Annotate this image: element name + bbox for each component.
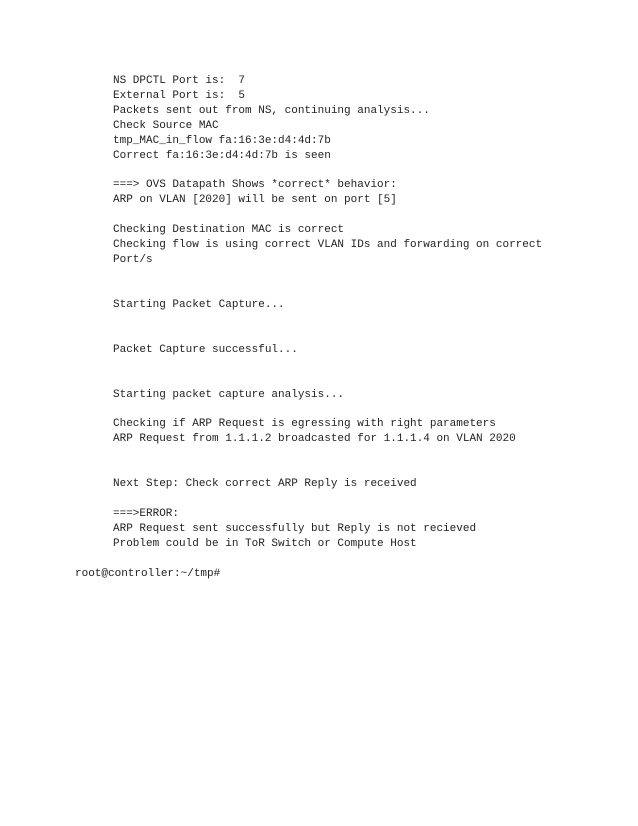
terminal-line: Problem could be in ToR Switch or Compute Host (113, 538, 417, 550)
terminal-line: External Port is: 5 (113, 90, 246, 102)
terminal-line: ===>ERROR: (113, 508, 180, 520)
terminal-line: ARP Request sent successfully but Reply is not recieved (113, 523, 477, 535)
terminal-line: ARP Request from 1.1.1.2 broadcasted for 1.1.1.4 on VLAN 2020 (113, 433, 516, 445)
terminal-line: Checking if ARP Request is egressing with right parameters (113, 418, 496, 430)
terminal-line: NS DPCTL Port is: 7 (113, 75, 246, 87)
terminal-line: ARP on VLAN [2020] will be sent on port [5] (113, 194, 397, 206)
terminal-line: Packet Capture successful... (113, 344, 298, 356)
terminal-line: Starting packet capture analysis... (113, 389, 345, 401)
terminal-line: Packets sent out from NS, continuing analysis... (113, 105, 430, 117)
terminal-line: Checking Destination MAC is correct (113, 224, 345, 236)
terminal-line: Next Step: Check correct ARP Reply is received (113, 478, 417, 490)
terminal-line: Starting Packet Capture... (113, 299, 285, 311)
terminal-line: tmp_MAC_in_flow fa:16:3e:d4:4d:7b (113, 135, 331, 147)
terminal-line: Port/s (113, 254, 153, 266)
terminal-line: Check Source MAC (113, 120, 219, 132)
terminal-line: Correct fa:16:3e:d4:4d:7b is seen (113, 150, 331, 162)
shell-prompt: root@controller:~/tmp# (75, 568, 221, 580)
terminal-line: ===> OVS Datapath Shows *correct* behavior: (113, 179, 397, 191)
terminal-line: Checking flow is using correct VLAN IDs and forwarding on correct (113, 239, 543, 251)
